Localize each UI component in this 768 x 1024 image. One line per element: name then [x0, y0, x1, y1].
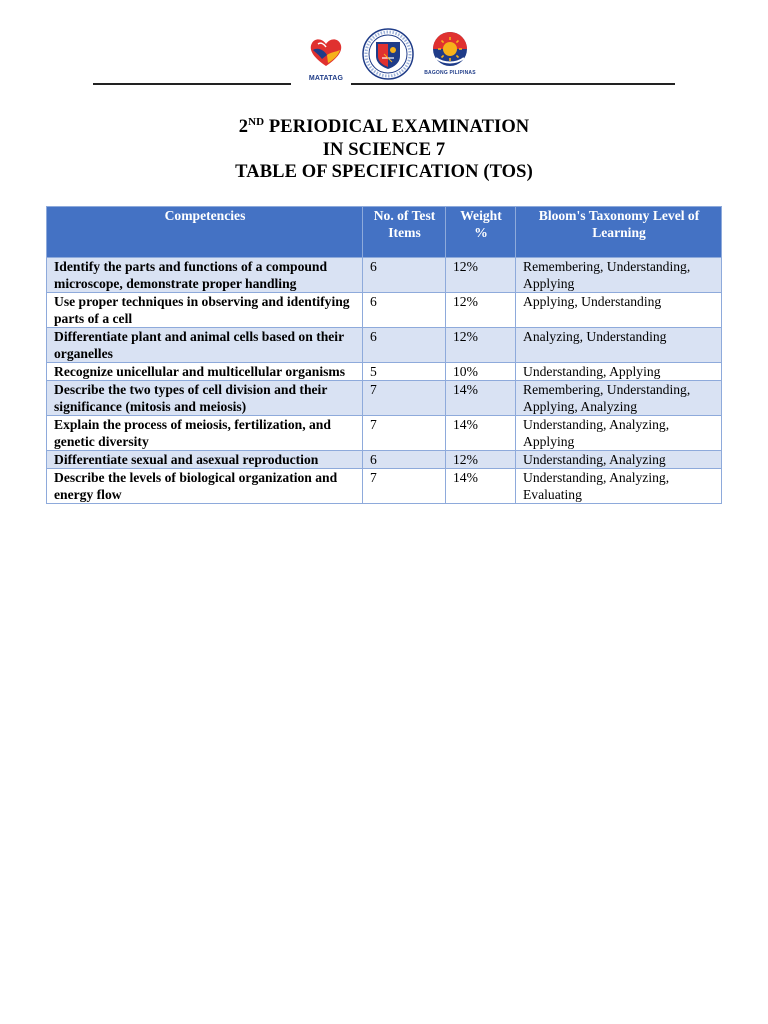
table-row	[47, 469, 722, 504]
header-competencies: Competencies	[47, 207, 363, 258]
competency-cell: Differentiate sexual and asexual reproduction	[47, 451, 363, 469]
items-cell: 7	[363, 469, 446, 504]
competency-cell: Identify the parts and functions of a compound microscope, demonstrate proper handling	[47, 258, 363, 293]
competency-cell: Explain the process of meiosis, fertilization, and genetic diversity	[47, 416, 363, 451]
title-number: 2	[238, 117, 249, 137]
bloom-cell: Analyzing, Understanding	[516, 328, 722, 363]
weight-cell: 14%	[446, 416, 516, 451]
table-row	[47, 451, 722, 469]
weight-cell: 14%	[446, 381, 516, 416]
bloom-cell: Remembering, Understanding, Applying, Analyzing	[516, 381, 722, 416]
items-cell: 6	[363, 451, 446, 469]
items-cell: 6	[363, 328, 446, 363]
weight-cell: 12%	[446, 258, 516, 293]
matatag-caption: MATATAG	[308, 75, 344, 82]
bloom-cell: Applying, Understanding	[516, 293, 722, 328]
bagong-pilipinas-logo	[424, 28, 476, 80]
weight-cell: 12%	[446, 328, 516, 363]
matatag-heart-logo	[300, 28, 352, 80]
title-line-3: TABLE OF SPECIFICATION (TOS)	[235, 162, 533, 182]
table-row	[47, 258, 722, 293]
bloom-cell: Understanding, Analyzing	[516, 451, 722, 469]
competency-cell: Describe the levels of biological organization and energy flow	[47, 469, 363, 504]
competency-cell: Recognize unicellular and multicellular organisms	[47, 363, 363, 381]
header-weight: Weight %	[446, 207, 516, 258]
weight-cell: 12%	[446, 293, 516, 328]
table-row	[47, 363, 722, 381]
bloom-cell: Understanding, Analyzing, Applying	[516, 416, 722, 451]
table-row	[47, 416, 722, 451]
bloom-cell: Understanding, Analyzing, Evaluating	[516, 469, 722, 504]
header-rule-left	[93, 83, 291, 85]
title-ordinal-suffix: ND	[248, 116, 265, 128]
table-row	[47, 328, 722, 363]
document-title	[0, 116, 768, 184]
header-test-items: No. of Test Items	[363, 207, 446, 258]
items-cell: 5	[363, 363, 446, 381]
title-line-2: IN SCIENCE 7	[322, 139, 446, 160]
table-header-row	[47, 207, 722, 258]
competency-cell: Differentiate plant and animal cells based on their organelles	[47, 328, 363, 363]
items-cell: 6	[363, 293, 446, 328]
header-rule-right	[351, 83, 675, 85]
competency-cell: Use proper techniques in observing and identifying parts of a cell	[47, 293, 363, 328]
table-row	[47, 293, 722, 328]
items-cell: 6	[363, 258, 446, 293]
title-line-1-text: PERIODICAL EXAMINATION	[264, 117, 530, 137]
weight-cell: 14%	[446, 469, 516, 504]
bagong-pilipinas-caption: BAGONG PILIPINAS	[424, 70, 476, 76]
table-row	[47, 381, 722, 416]
deped-seal-logo	[362, 28, 414, 80]
items-cell: 7	[363, 416, 446, 451]
bloom-cell: Understanding, Applying	[516, 363, 722, 381]
header-logos	[300, 28, 476, 80]
title-line-1	[0, 116, 768, 139]
bloom-cell: Remembering, Understanding, Applying	[516, 258, 722, 293]
weight-cell: 10%	[446, 363, 516, 381]
items-cell: 7	[363, 381, 446, 416]
competency-cell: Describe the two types of cell division and their significance (mitosis and meiosis)	[47, 381, 363, 416]
table-of-specification	[46, 206, 722, 504]
header-bloom-level: Bloom's Taxonomy Level of Learning	[516, 207, 722, 258]
weight-cell: 12%	[446, 451, 516, 469]
